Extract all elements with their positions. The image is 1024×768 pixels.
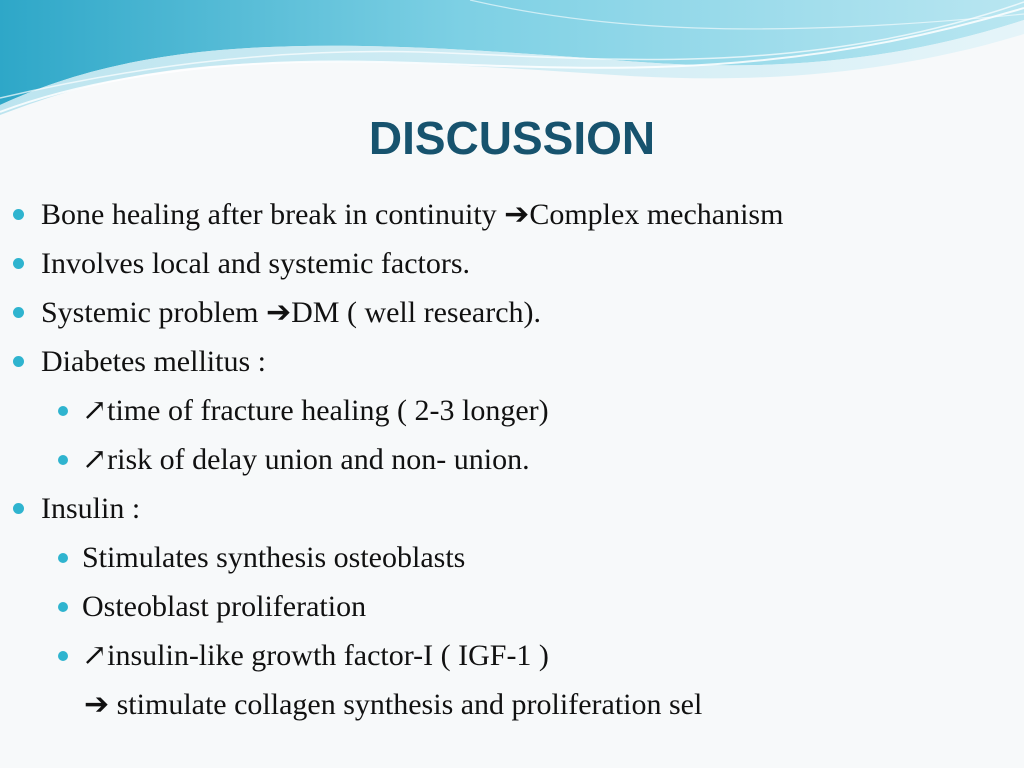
bullet-text: ↗insulin-like growth factor-I ( IGF-1 ) (82, 639, 549, 672)
sub-bullet-item (0, 386, 1024, 435)
bullet-text: ↗time of fracture healing ( 2-3 longer) (82, 394, 549, 427)
bullet-dot-icon (13, 503, 24, 514)
slide-title: DISCUSSION (368, 112, 656, 164)
bullet-dot-icon (13, 209, 24, 220)
sub-bullet-item (0, 435, 1024, 484)
bullet-dot-icon (58, 406, 68, 416)
bullet-text: Stimulates synthesis osteoblasts (82, 541, 466, 574)
bullet-text: Diabetes mellitus : (41, 345, 266, 378)
bullet-text: ↗risk of delay union and non- union. (82, 443, 530, 476)
bullet-dot-icon (58, 553, 68, 563)
bullet-item (0, 239, 1024, 288)
bullet-text: Systemic problem ➔DM ( well research). (41, 296, 541, 329)
bullet-text: Bone healing after break in continuity ➔Complex mechanism (41, 198, 784, 231)
bullet-item (0, 190, 1024, 239)
sub-bullet-item (0, 631, 1024, 680)
bullet-dot-icon (58, 455, 68, 465)
bullet-text: Insulin : (41, 492, 141, 525)
bullet-dot-icon (58, 651, 68, 661)
bullet-text: Involves local and systemic factors. (41, 247, 471, 280)
continuation-line (0, 680, 1024, 729)
bullet-item (0, 484, 1024, 533)
bullet-dot-icon (58, 602, 68, 612)
bullet-dot-icon (13, 356, 24, 367)
bullet-item (0, 337, 1024, 386)
bullet-text: Osteoblast proliferation (82, 590, 367, 623)
bullet-dot-icon (13, 307, 24, 318)
sub-bullet-item (0, 533, 1024, 582)
bullet-list (0, 190, 1024, 729)
bullet-item (0, 288, 1024, 337)
bullet-text: ➔ stimulate collagen synthesis and proliferation sel (84, 688, 703, 721)
sub-bullet-item (0, 582, 1024, 631)
bullet-dot-icon (13, 258, 24, 269)
